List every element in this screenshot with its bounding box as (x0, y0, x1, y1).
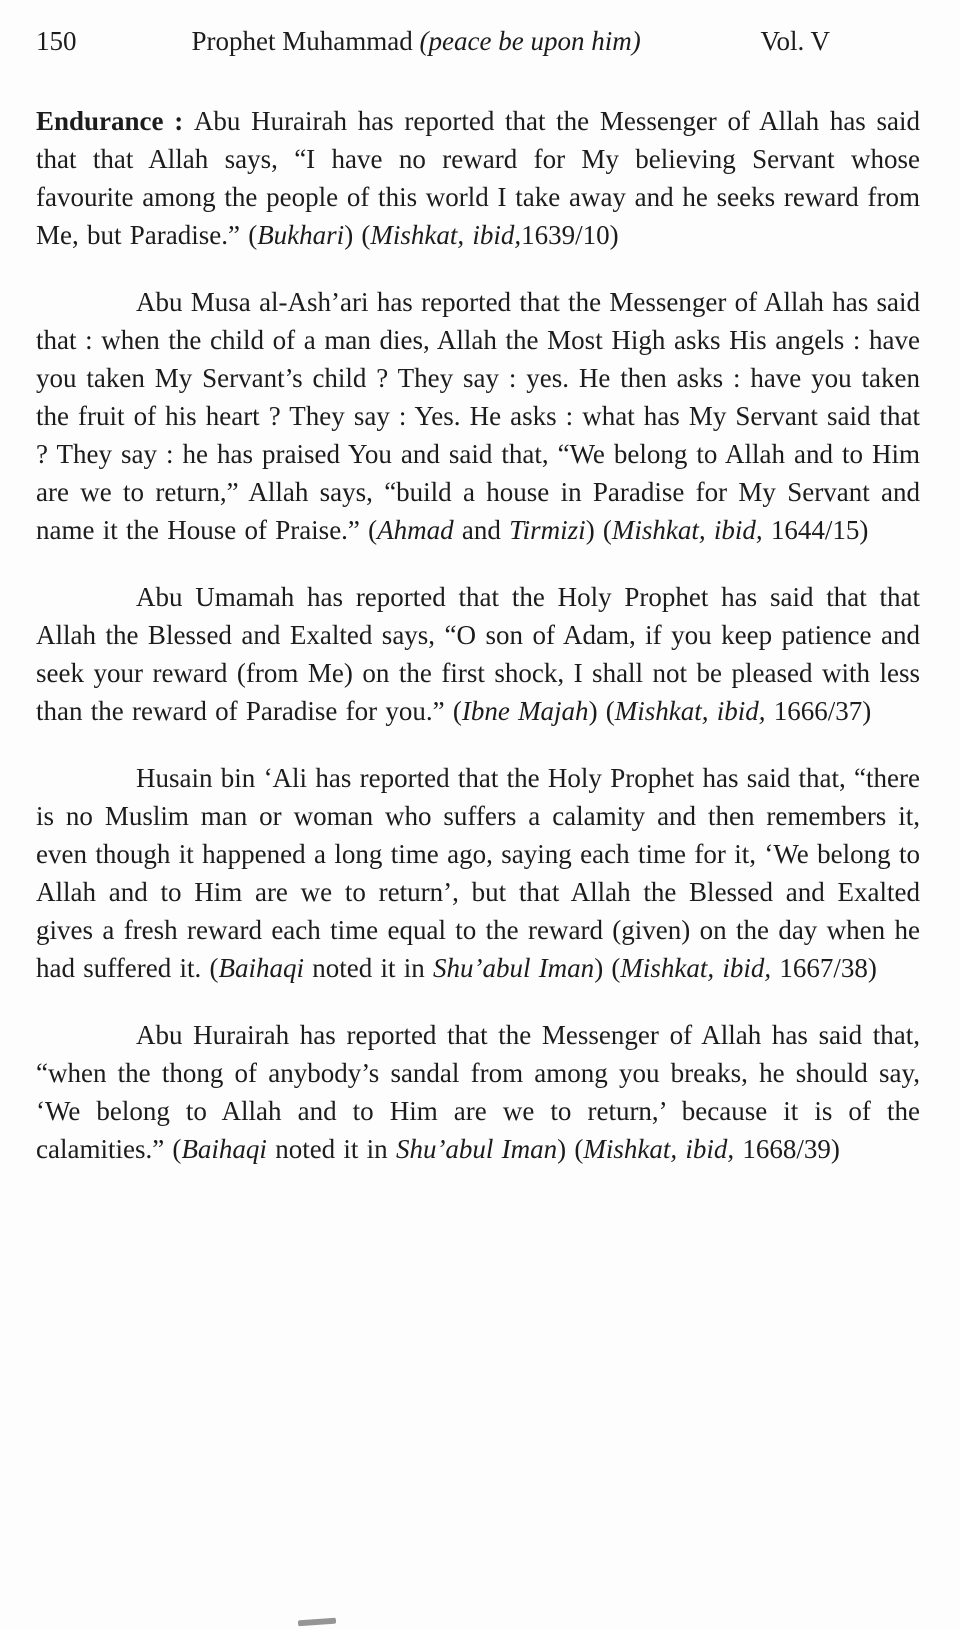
text-segment: Prophet Muhammad (191, 26, 420, 56)
text-segment: 1666/37) (765, 696, 872, 726)
paragraph (36, 759, 920, 987)
text-segment: Mishkat, ibid, (611, 515, 763, 545)
page-title (192, 26, 641, 57)
volume-label: Vol. V (760, 26, 830, 56)
text-segment: and (453, 515, 510, 545)
text-segment: ) ( (588, 696, 615, 726)
text-segment: Mishkat, ibid, (583, 1134, 735, 1164)
text-segment: 1668/39) (734, 1134, 840, 1164)
text-segment: Abu Umamah has reported that the Holy Prophet has said that that Allah the Blessed and Exalted says, “O son of Adam, if you keep patience and seek your reward (from Me) on the first shock, I shall not be pleased with less than the reward of Paradise for you.” ( (36, 582, 920, 726)
text-segment: Baihaqi (181, 1134, 267, 1164)
text-segment: Mishkat, ibid, (620, 953, 772, 983)
body-paragraphs (36, 102, 920, 1168)
text-segment: Husain bin ‘Ali has reported that the Holy Prophet has said that, “there is no Muslim man or woman who suffers a calamity and then remembers it, even though it happened a long time ago, saying each time for it, ‘We belong to Allah and to Him are we to return’, but that Allah the Blessed and Exalted gives a fresh reward each time equal to the reward (given) on the day when he had suffered it. ( (36, 763, 920, 983)
text-segment: ) ( (344, 220, 371, 250)
scan-smudge-artifact (298, 1618, 336, 1627)
text-segment: (peace be upon him) (419, 26, 641, 56)
text-segment: Tirmizi (509, 515, 586, 545)
text-segment: 1639/10) (521, 220, 619, 250)
text-segment: ) ( (557, 1134, 584, 1164)
text-segment: Endurance : (36, 106, 194, 136)
paragraph (36, 1016, 920, 1168)
text-segment: Bukhari (257, 220, 345, 250)
text-segment: Mishkat, ibid, (614, 696, 766, 726)
text-segment: Mishkat, ibid, (370, 220, 522, 250)
text-segment: Ahmad (377, 515, 454, 545)
text-segment: ) ( (594, 953, 621, 983)
text-segment: Abu Hurairah has reported that the Messenger of Allah has said that that Allah says, “I have no reward for My believing Servant whose favourite among the people of this world I take away and he seeks reward from Me, but Paradise.” ( (36, 106, 920, 250)
page-header (36, 26, 920, 64)
paragraph (36, 102, 920, 254)
text-segment: 1667/38) (771, 953, 877, 983)
text-segment: Shu’abul Iman (395, 1134, 558, 1164)
text-segment: noted it in (266, 1134, 396, 1164)
text-segment: ) ( (585, 515, 612, 545)
text-segment: Baihaqi (218, 953, 304, 983)
text-segment: noted it in (303, 953, 433, 983)
page-number: 150 (36, 26, 77, 56)
text-segment: 1644/15) (762, 515, 869, 545)
text-segment: Shu’abul Iman (432, 953, 595, 983)
text-segment: Abu Musa al-Ash’ari has reported that the Messenger of Allah has said that : when the child of a man dies, Allah the Most High asks His angels : have you taken My Servant’s child ? They say : yes. He then asks : have you taken the fruit of his heart ? They say : Yes. He asks : what has My Servant said that ? They say : he has praised You and said that, “We belong to Allah and to Him are we to return,” Allah says, “build a house in Paradise for My Servant and name it the House of Praise.” ( (36, 287, 920, 545)
text-segment: Abu Hurairah has reported that the Messenger of Allah has said that, “when the thong of anybody’s sandal from among you breaks, he should say, ‘We belong to Allah and to Him are we to return,’ because it is of the calamities.” ( (36, 1020, 920, 1164)
text-segment: Ibne Majah (461, 696, 589, 726)
paragraph (36, 283, 920, 549)
paragraph (36, 578, 920, 730)
